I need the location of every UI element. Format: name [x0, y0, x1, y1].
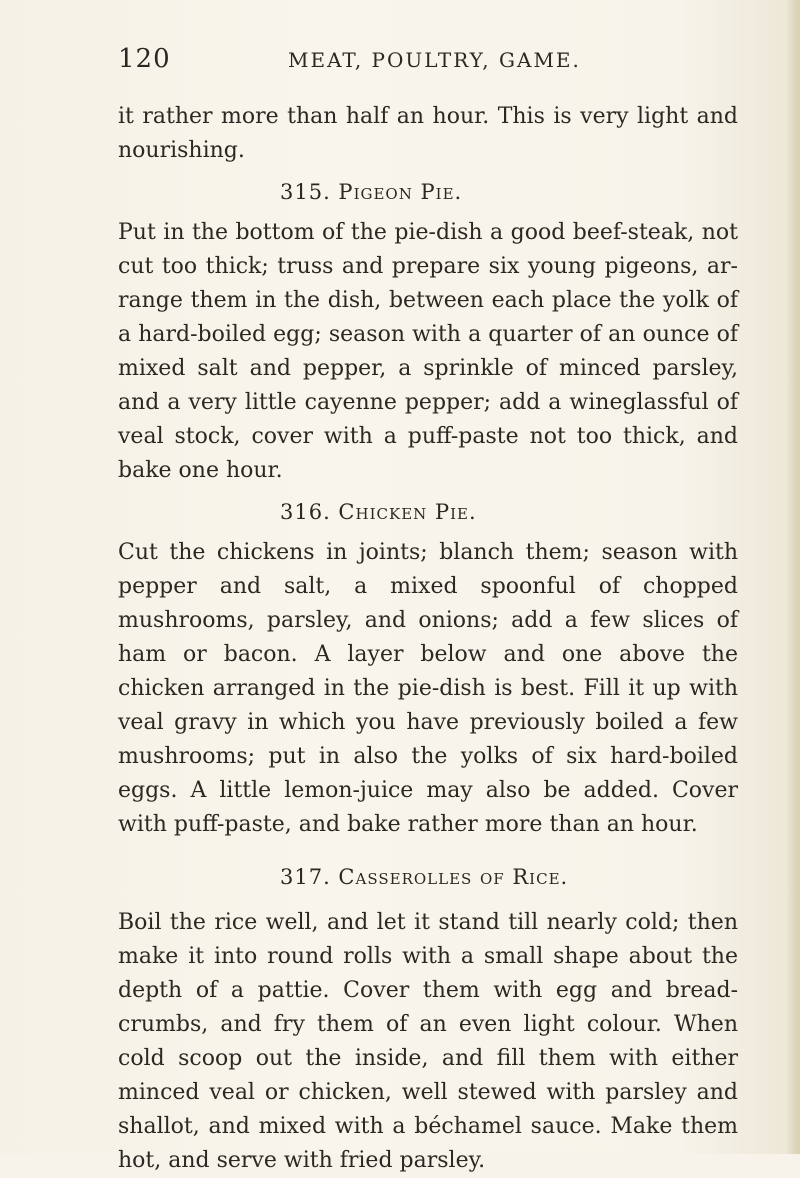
- page-header: [118, 44, 718, 84]
- recipe-body-pigeon-pie: Put in the bottom of the pie-dish a good beef-steak, not cut too thick; truss and prepare six young pigeons, ar-range them in the dish, between each place the yolk of a hard-boiled egg; season with a quarter of an ounce of mixed salt and pepper, a sprinkle of minced parsley, and a very little cayenne pepper; add a wineglassful of veal stock, cover with a puff-paste not too thick, and bake one hour.: [118, 220, 738, 483]
- page-edge-shadow: [786, 0, 800, 1154]
- page-number: 120: [118, 44, 171, 74]
- recipe-body-casserolles-of-rice: Boil the rice well, and let it stand till nearly cold; then make it into round rolls with a small shape about the depth of a pattie. Cover them with egg and bread-crumbs, and fry them of an even light colour. When cold scoop out the inside, and fill them with either minced veal or chicken, well stewed with parsley and shallot, and mixed with a béchamel sauce. Make them hot, and serve with fried parsley.: [118, 910, 738, 1173]
- recipe-title-casserolles-of-rice: 317. Casserolles of Rice.: [280, 865, 569, 889]
- recipe-title-pigeon-pie: 315. Pigeon Pie.: [280, 180, 463, 204]
- page-body: [118, 100, 738, 1178]
- running-head: MEAT, POULTRY, GAME.: [288, 48, 581, 72]
- recipe-title-chicken-pie: 316. Chicken Pie.: [280, 500, 477, 524]
- recipe-body-chicken-pie: Cut the chickens in joints; blanch them; season with pepper and salt, a mixed spoonful of chopped mushrooms, parsley, and onions; add a few slices of ham or bacon. A layer below and one above the chicken arranged in the pie-dish is best. Fill it up with veal gravy in which you have previously boiled a few mushrooms; put in also the yolks of six hard-boiled eggs. A little lemon-juice may also be added. Cover with puff-paste, and bake rather more than an hour.: [118, 540, 738, 837]
- intro-paragraph: it rather more than half an hour. This is very light and nourishing.: [118, 104, 738, 163]
